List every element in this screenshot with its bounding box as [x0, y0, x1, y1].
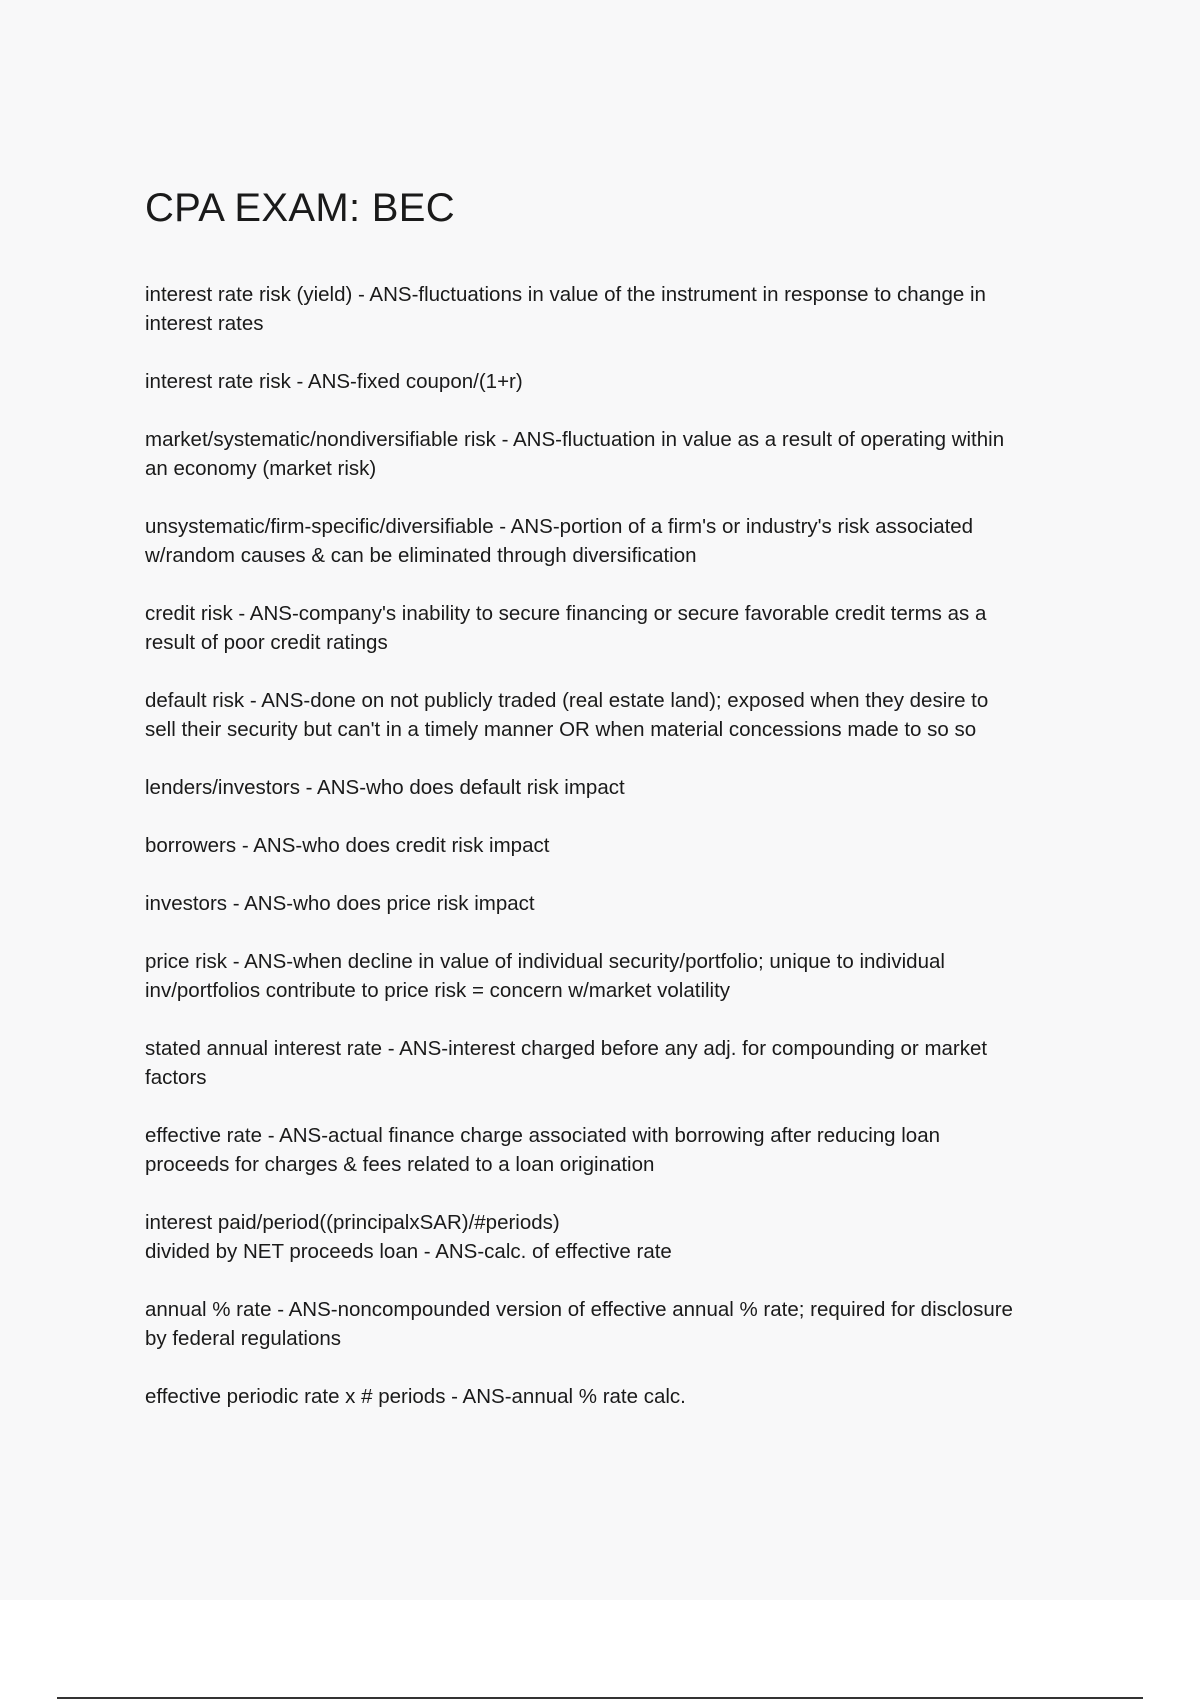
- flashcard-entry: [145, 599, 1090, 657]
- flashcard-entry: [145, 1295, 1090, 1353]
- flashcard-entry: [145, 889, 1090, 918]
- entry-line: stated annual interest rate - ANS-interest charged before any adj. for compounding or market: [145, 1037, 988, 1060]
- entry-line: borrowers - ANS-who does credit risk impact: [145, 834, 550, 857]
- entry-line: result of poor credit ratings: [145, 631, 388, 654]
- footer-divider: [57, 1697, 1143, 1699]
- entry-line: interest rates: [145, 312, 264, 335]
- flashcard-entry: [145, 1034, 1090, 1092]
- entry-line: default risk - ANS-done on not publicly traded (real estate land); exposed when they desire to: [145, 689, 989, 712]
- entry-line: proceeds for charges & fees related to a loan origination: [145, 1153, 655, 1176]
- flashcard-entry: [145, 831, 1090, 860]
- entry-line: market/systematic/nondiversifiable risk - ANS-fluctuation in value as a result of operating within: [145, 428, 1005, 451]
- entry-line: effective periodic rate x # periods - ANS-annual % rate calc.: [145, 1385, 686, 1408]
- entry-line: interest rate risk - ANS-fixed coupon/(1+r): [145, 370, 523, 393]
- entry-line: inv/portfolios contribute to price risk = concern w/market volatility: [145, 979, 731, 1002]
- document-content: [145, 180, 1090, 1440]
- flashcard-entry: [145, 773, 1090, 802]
- entry-line: factors: [145, 1066, 207, 1089]
- entry-line: credit risk - ANS-company's inability to secure financing or secure favorable credit terms as a: [145, 602, 987, 625]
- flashcard-entry: [145, 512, 1090, 570]
- flashcard-entry: [145, 1208, 1090, 1266]
- flashcard-entry: [145, 367, 1090, 396]
- entry-line: price risk - ANS-when decline in value of individual security/portfolio; unique to individual: [145, 950, 945, 973]
- entry-line: unsystematic/firm-specific/diversifiable - ANS-portion of a firm's or industry's risk associated: [145, 515, 974, 538]
- entry-line: interest rate risk (yield) - ANS-fluctuations in value of the instrument in response to change in: [145, 283, 986, 306]
- flashcard-entry: [145, 686, 1090, 744]
- flashcard-entry: [145, 947, 1090, 1005]
- entry-line: by federal regulations: [145, 1327, 342, 1350]
- entry-line: divided by NET proceeds loan - ANS-calc. of effective rate: [145, 1240, 672, 1263]
- flashcard-entry: [145, 1382, 1090, 1411]
- entry-line: annual % rate - ANS-noncompounded version of effective annual % rate; required for disclosure: [145, 1298, 1013, 1321]
- document-title: CPA EXAM: BEC: [145, 186, 455, 230]
- flashcard-entry: [145, 1121, 1090, 1179]
- entry-line: effective rate - ANS-actual finance charge associated with borrowing after reducing loan: [145, 1124, 941, 1147]
- flashcard-entry: [145, 425, 1090, 483]
- entry-line: an economy (market risk): [145, 457, 377, 480]
- entry-line: w/random causes & can be eliminated through diversification: [145, 544, 697, 567]
- flashcard-entry: [145, 280, 1090, 338]
- entry-line: investors - ANS-who does price risk impact: [145, 892, 535, 915]
- entry-line: interest paid/period((principalxSAR)/#periods): [145, 1211, 560, 1234]
- entry-line: sell their security but can't in a timely manner OR when material concessions made to so so: [145, 718, 977, 741]
- entry-line: lenders/investors - ANS-who does default risk impact: [145, 776, 625, 799]
